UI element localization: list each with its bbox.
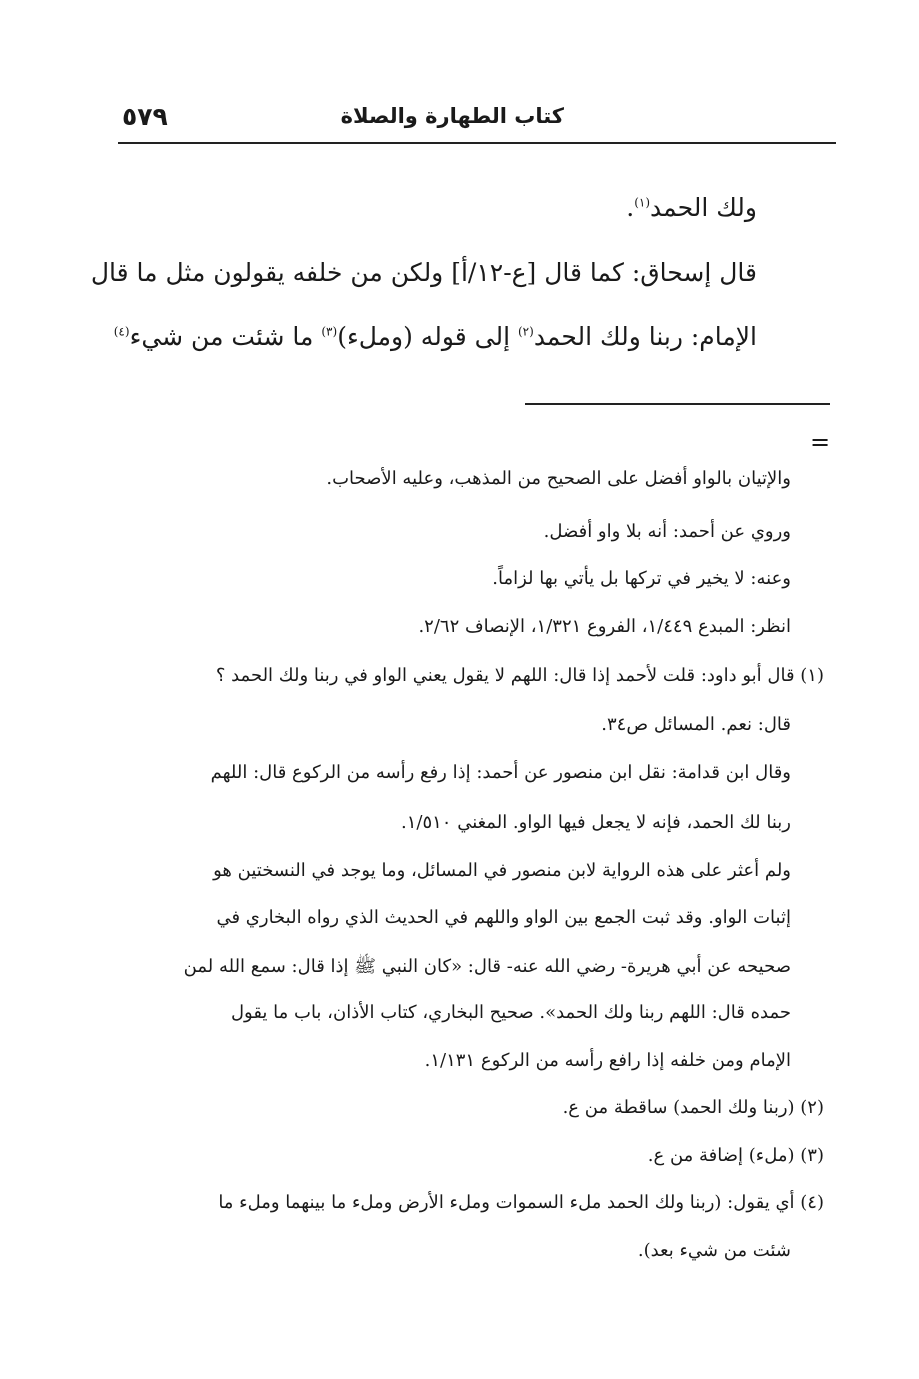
header-rule: [118, 142, 836, 144]
footnote-line: ربنا لك الحمد، فإنه لا يجعل فيها الواو. المغني ١/٥١٠.: [400, 812, 791, 833]
page-title: كتاب الطهارة والصلاة: [340, 104, 564, 128]
footnote-2: (٢) (ربنا ولك الحمد) ساقطة من ع.: [562, 1097, 824, 1118]
footnote-line: إثبات الواو. وقد ثبت الجمع بين الواو واللهم في الحديث الذي رواه البخاري في: [216, 907, 791, 928]
footnote-1: (١) قال أبو داود: قلت لأحمد إذا قال: اللهم لا يقول يعني الواو في ربنا ولك الحمد ؟: [215, 665, 824, 686]
main-line-3: الإمام: ربنا ولك الحمد$^{(٢)}$ إلى قوله (وملء)$^{(٣)}$ ما شئت من شيء$^{(٤)}$: [113, 322, 757, 351]
footnote-separator: [525, 403, 830, 405]
footnote-line: قال: نعم. المسائل ص٣٤.: [601, 714, 791, 735]
footnote-line: الإمام ومن خلفه إذا رافع رأسه من الركوع ١/١٣١.: [424, 1050, 791, 1071]
footnote-ref-3: (٣): [321, 324, 338, 339]
footnote-ref-4: (٤): [113, 324, 130, 339]
footnote-ref-2: (٢): [517, 324, 534, 339]
footnote-line: انظر: المبدع ١/٤٤٩، الفروع ١/٣٢١، الإنصاف ٢/٦٢.: [418, 616, 791, 637]
footnote-line: ولم أعثر على هذه الرواية لابن منصور في المسائل، وما يوجد في النسختين هو: [213, 860, 791, 881]
footnote-ref-1: (١): [634, 195, 651, 210]
footnote-line: والإتيان بالواو أفضل على الصحيح من المذهب، وعليه الأصحاب.: [326, 468, 791, 489]
footnote-line: صحيحه عن أبي هريرة- رضي الله عنه- قال: «كان النبي ﷺ إذا قال: سمع الله لمن: [183, 956, 791, 977]
page-header: [118, 96, 836, 144]
footnote-line: وروي عن أحمد: أنه بلا واو أفضل.: [543, 521, 791, 542]
footnote-line: وعنه: لا يخير في تركها بل يأتي بها لزاماً.: [492, 568, 791, 589]
footnote-line: وقال ابن قدامة: نقل ابن منصور عن أحمد: إذا رفع رأسه من الركوع قال: اللهم: [210, 762, 791, 783]
footnote-line: شئت من شيء بعد).: [637, 1240, 791, 1261]
main-line-1: ولك الحمد$^{(١)}$.: [626, 193, 757, 222]
continuation-mark: =: [810, 428, 831, 456]
footnote-line: حمده قال: اللهم ربنا ولك الحمد». صحيح البخاري، كتاب الأذان، باب ما يقول: [230, 1002, 791, 1023]
footnote-4: (٤) أي يقول: (ربنا ولك الحمد ملء السموات وملء الأرض وملء ما بينهما وملء ما: [218, 1192, 824, 1213]
page-number: ٥٧٩: [122, 102, 168, 131]
main-line-2: قال إسحاق: كما قال [ع-١٢/أ] ولكن من خلفه يقولون مثل ما قال: [90, 258, 757, 287]
footnote-3: (٣) (ملء) إضافة من ع.: [647, 1145, 824, 1166]
